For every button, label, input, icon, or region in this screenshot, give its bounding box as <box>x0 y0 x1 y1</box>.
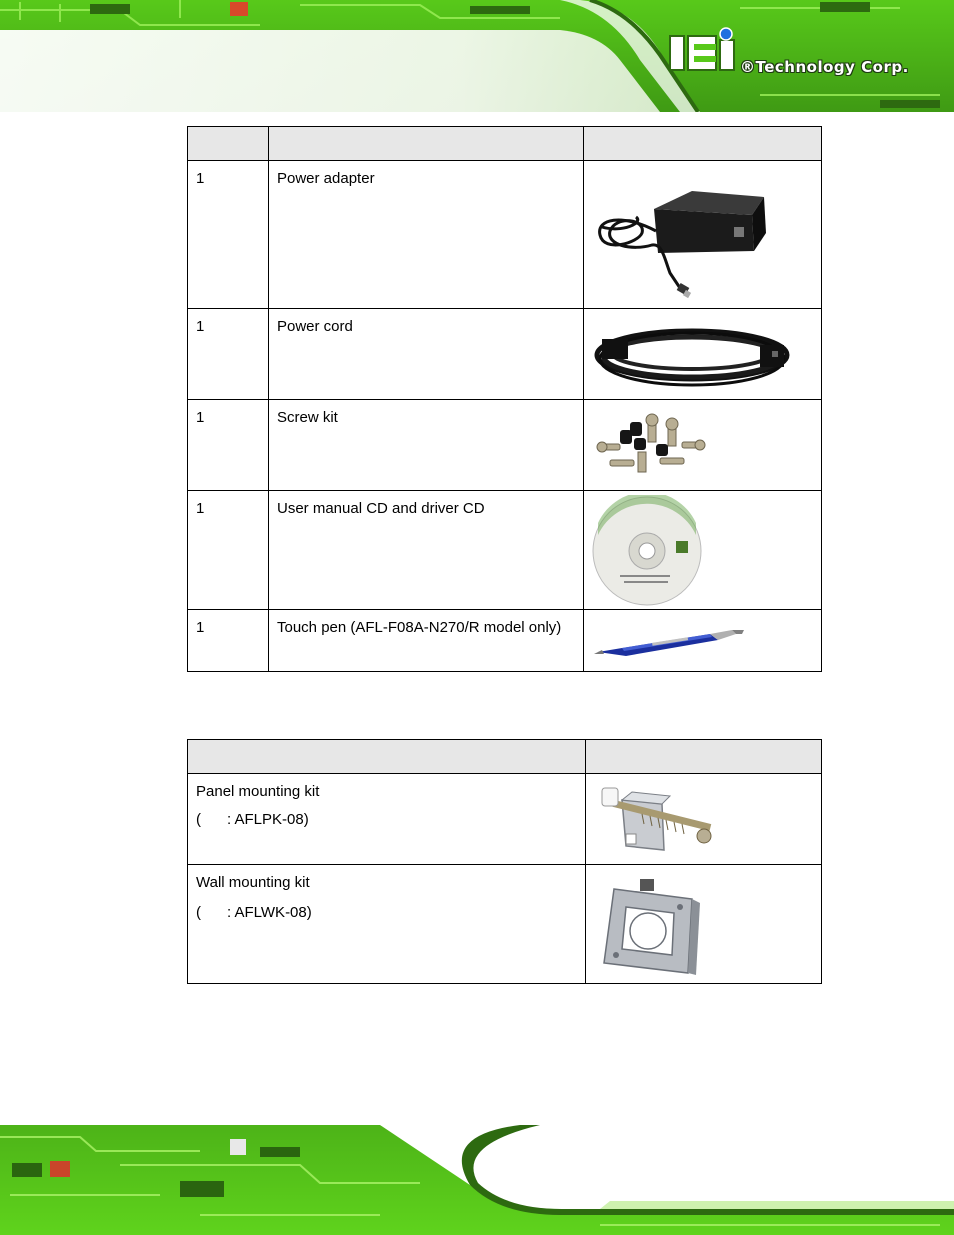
table-row <box>188 400 822 491</box>
header-image <box>584 127 822 161</box>
qty-cell: 1 <box>188 400 269 491</box>
company-name: ®Technology Corp. <box>740 58 909 76</box>
optional-items-table <box>187 739 822 984</box>
power-adapter-icon <box>592 173 772 303</box>
image-cell <box>586 774 822 865</box>
footer-circuit-banner <box>0 1125 954 1235</box>
table-row <box>188 309 822 400</box>
table-row <box>188 865 822 984</box>
image-cell <box>584 400 822 491</box>
table-row <box>188 161 822 309</box>
item-cell: Screw kit <box>269 400 584 491</box>
image-cell <box>584 610 822 672</box>
cd-icon <box>590 495 704 607</box>
qty-cell: 1 <box>188 309 269 400</box>
item-cell: Power adapter <box>269 161 584 309</box>
item-cell: Wall mounting kit ( : AFLWK-08) <box>188 865 586 984</box>
qty-cell: 1 <box>188 491 269 610</box>
table-row <box>188 774 822 865</box>
panel-mount-kit-icon <box>592 780 716 860</box>
item-cell: Panel mounting kit ( : AFLPK-08) <box>188 774 586 865</box>
power-cord-icon <box>592 317 792 392</box>
package-contents-table <box>187 126 822 672</box>
image-cell <box>584 309 822 400</box>
image-cell <box>586 865 822 984</box>
iei-logo-icon <box>664 26 934 86</box>
image-cell <box>584 491 822 610</box>
item-cell: User manual CD and driver CD <box>269 491 584 610</box>
part-number: ( : AFLPK-08) <box>196 811 309 828</box>
screw-kit-icon <box>590 410 710 480</box>
image-cell <box>584 161 822 309</box>
item-cell: Power cord <box>269 309 584 400</box>
table-header-row <box>188 127 822 161</box>
part-number: ( : AFLWK-08) <box>196 904 312 921</box>
qty-cell: 1 <box>188 610 269 672</box>
qty-cell: 1 <box>188 161 269 309</box>
wall-mount-kit-icon <box>592 871 704 981</box>
header-image <box>586 740 822 774</box>
table-header-row <box>188 740 822 774</box>
header-item <box>188 740 586 774</box>
table-row <box>188 610 822 672</box>
item-cell: Touch pen (AFL-F08A-N270/R model only) <box>269 610 584 672</box>
touch-pen-icon <box>592 626 752 666</box>
header-qty <box>188 127 269 161</box>
header-item <box>269 127 584 161</box>
table-row <box>188 491 822 610</box>
